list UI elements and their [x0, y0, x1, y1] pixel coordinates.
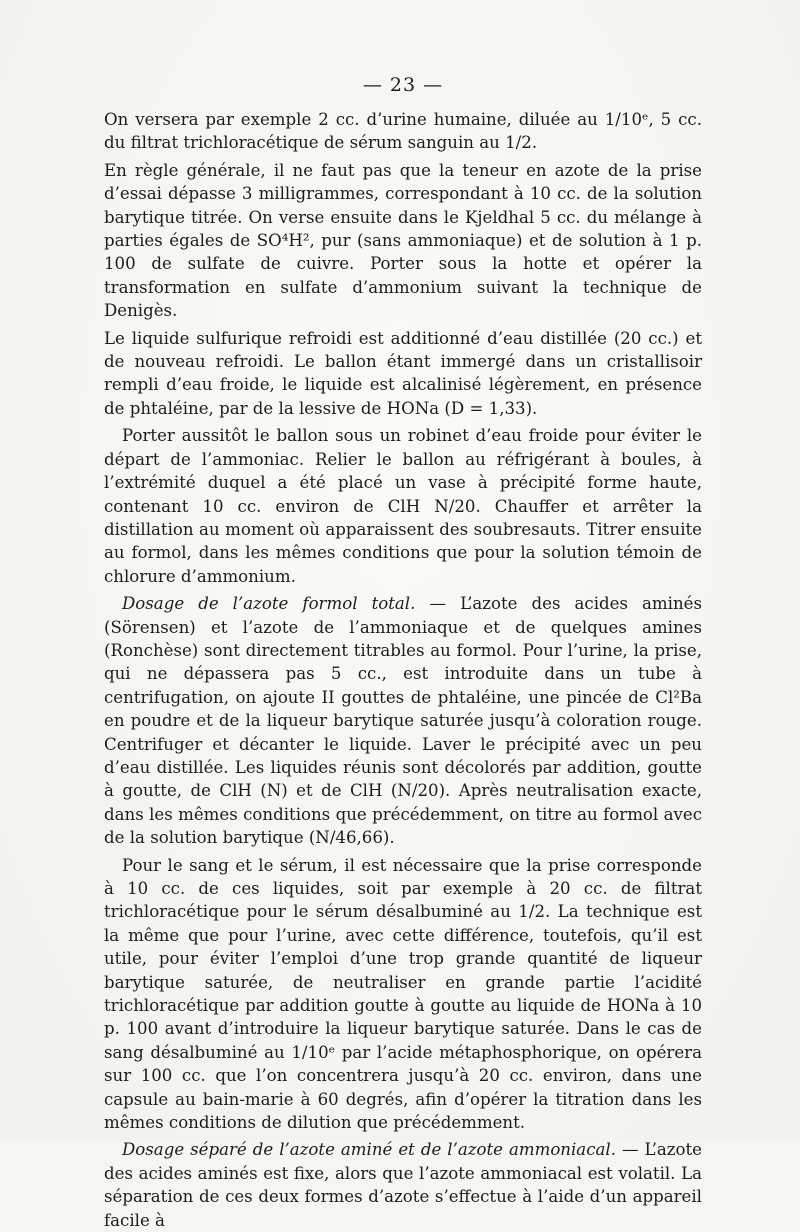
paragraph-2: En règle générale, il ne faut pas que la teneur en azote de la prise d’essai dépasse 3 milligrammes, correspondant à 10 cc. de la solution barytique titrée. On verse ensuite dans le Kjeldhal 5 cc. du mélange à parties égales de SO⁴H², pur (sans ammoniaque) et de solution à 1 p. 100 de sulfate de cuivre. Porter sous la hotte et opérer la transformation en sulfate d’ammonium suivant la technique de Denigès.	[104, 160, 702, 321]
paragraph-1: On versera par exemple 2 cc. d’urine humaine, diluée au 1/10ᵉ, 5 cc. du filtrat trichloracétique de sérum sanguin au 1/2.	[104, 110, 702, 153]
section-separate-dosage	[104, 1138, 702, 1232]
section-text-separate-dosage: — L’azote des acides aminés est fixe, alors que l’azote ammoniacal est volatil. La séparation de ces deux formes d’azote s’effectue à l’aide d’un appareil facile à	[104, 1140, 702, 1230]
section-heading-formol-total: Dosage de l’azote formol total.	[122, 594, 416, 614]
section-text-formol-total: — L’azote des acides aminés (Sörensen) et l’azote de l’ammoniaque et de quelques amines (Ronchèse) sont directement titrables au formol. Pour l’urine, la prise, qui ne dépassera pas 5 cc., est introduite dans un tube à centrifugation, on ajoute II gouttes de phtaléine, une pincée de Cl²Ba en poudre et de la liqueur barytique saturée jusqu’à coloration rouge. Centrifuger et décanter le liquide. Laver le précipité avec un peu d’eau distillée. Les liquides réunis sont décolorés par addition, goutte à goutte, de ClH (N) et de ClH (N/20). Après neutralisation exacte, dans les mêmes conditions que précédemment, on titre au formol avec de la solution barytique (N/46,66).	[104, 594, 703, 848]
paragraph-blood-serum: Pour le sang et le sérum, il est nécessaire que la prise corresponde à 10 cc. de ces liquides, soit par exemple à 20 cc. de filtrat trichloracétique pour le sérum désalbuminé au 1/2. La technique est la même que pour l’urine, avec cette différence, toutefois, qu’il est utile, pour éviter l’emploi d’une trop grande quantité de liqueur barytique saturée, de neutraliser en grande partie l’acidité trichloracétique par addition goutte à goutte au liquide de HONa à 10 p. 100 avant d’introduire la liqueur barytique saturée. Dans le cas de sang désalbuminé au 1/10ᵉ par l’acide métaphosphorique, on opérera sur 100 cc. que l’on concentrera jusqu’à 20 cc. environ, dans une capsule au bain-marie à 60 degrés, afin d’opérer la titration dans les mêmes conditions de dilution que précédemment.	[104, 855, 702, 1133]
paragraph-3: Le liquide sulfurique refroidi est additionné d’eau distillée (20 cc.) et de nouveau refroidi. Le ballon étant immergé dans un cristallisoir rempli d’eau froide, le liquide est alcalinisé légèrement, en présence de phtaléine, par de la lessive de HONa (D = 1,33).	[104, 328, 702, 418]
body-text	[104, 108, 702, 1232]
page-number: — 23 —	[362, 74, 444, 96]
section-formol-total	[104, 592, 702, 849]
section-heading-separate-dosage: Dosage séparé de l’azote aminé et de l’azote ammoniacal.	[122, 1140, 616, 1160]
paragraph-4: Porter aussitôt le ballon sous un robinet d’eau froide pour éviter le départ de l’ammoniac. Relier le ballon au réfrigérant à boules, à l’extrémité duquel a été placé un vase à précipité forme haute, contenant 10 cc. environ de ClH N/20. Chauffer et arrêter la distillation au moment où apparaissent des soubresauts. Titrer ensuite au formol, dans les mêmes conditions que pour la solution témoin de chlorure d’ammonium.	[104, 426, 702, 586]
